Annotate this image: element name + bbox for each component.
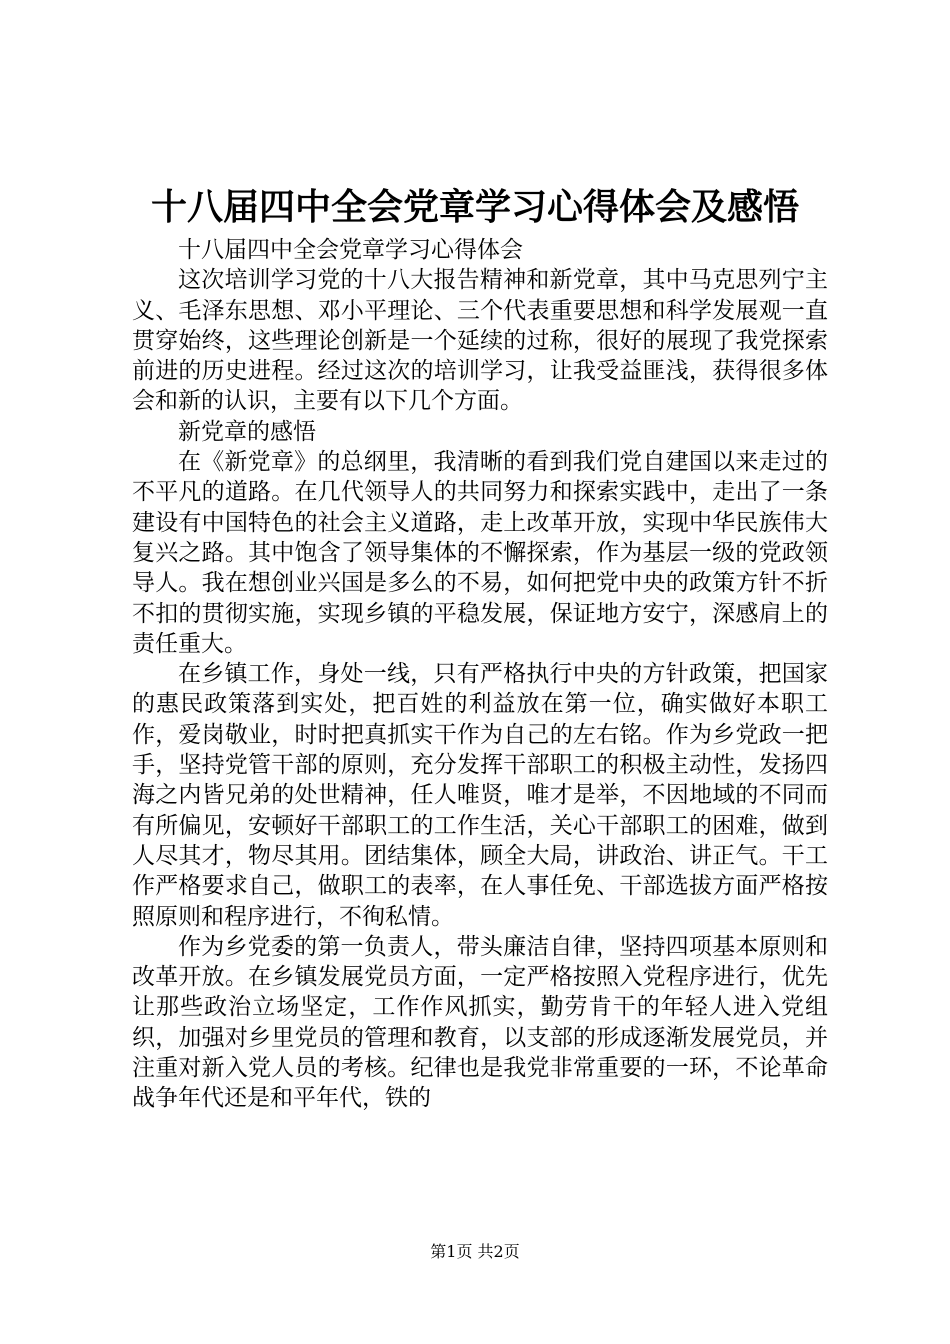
document-title: 十八届四中全会党章学习心得体会及感悟 bbox=[150, 186, 799, 228]
page-footer: 第1页 共2页 bbox=[430, 1242, 520, 1261]
document-body bbox=[132, 235, 828, 1114]
body-paragraph: 在乡镇工作，身处一线，只有严格执行中央的方针政策，把国家的惠民政策落到实处，把百姓的利益放在第一位，确实做好本职工作，爱岗敬业，时时把真抓实干作为自己的左右铭。作为乡党政一把手，坚持党管干部的原则，充分发挥干部职工的积极主动性，发扬四海之内皆兄弟的处世精神，任人唯贤，唯才是举，不因地域的不同而有所偏见，安顿好干部职工的工作生活，关心干部职工的困难，做到人尽其才，物尽其用。团结集体，顾全大局，讲政治、讲正气。干工作严格要求自己，做职工的表率，在人事任免、干部选拔方面严格按照原则和程序进行，不徇私情。 bbox=[132, 661, 828, 930]
intro-paragraph: 这次培训学习党的十八大报告精神和新党章，其中马克思列宁主义、毛泽东思想、邓小平理论、三个代表重要思想和科学发展观一直贯穿始终，这些理论创新是一个延续的过称，很好的展现了我党探索前进的历史进程。经过这次的培训学习，让我受益匪浅，获得很多体会和新的认识，主要有以下几个方面。 bbox=[132, 267, 828, 415]
section-heading: 新党章的感悟 bbox=[178, 418, 316, 445]
body-paragraph: 在《新党章》的总纲里，我清晰的看到我们党自建国以来走过的不平凡的道路。在几代领导人的共同努力和探索实践中，走出了一条建设有中国特色的社会主义道路，走上改革开放，实现中华民族伟大复兴之路。其中饱含了领导集体的不懈探索，作为基层一级的党政领导人。我在想创业兴国是多么的不易，如何把党中央的政策方针不折不扣的贯彻实施，实现乡镇的平稳发展，保证地方安宁，深感肩上的责任重大。 bbox=[132, 449, 828, 657]
subtitle-paragraph: 十八届四中全会党章学习心得体会 bbox=[178, 237, 523, 263]
body-paragraph: 作为乡党委的第一负责人，带头廉洁自律，坚持四项基本原则和改革开放。在乡镇发展党员方面，一定严格按照入党程序进行，优先让那些政治立场坚定，工作作风抓实，勤劳肯干的年轻人进入党组织，加强对乡里党员的管理和教育，以支部的形成逐渐发展党员，并注重对新入党人员的考核。纪律也是我党非常重要的一环，不论革命战争年代还是和平年代，铁的 bbox=[132, 933, 828, 1112]
